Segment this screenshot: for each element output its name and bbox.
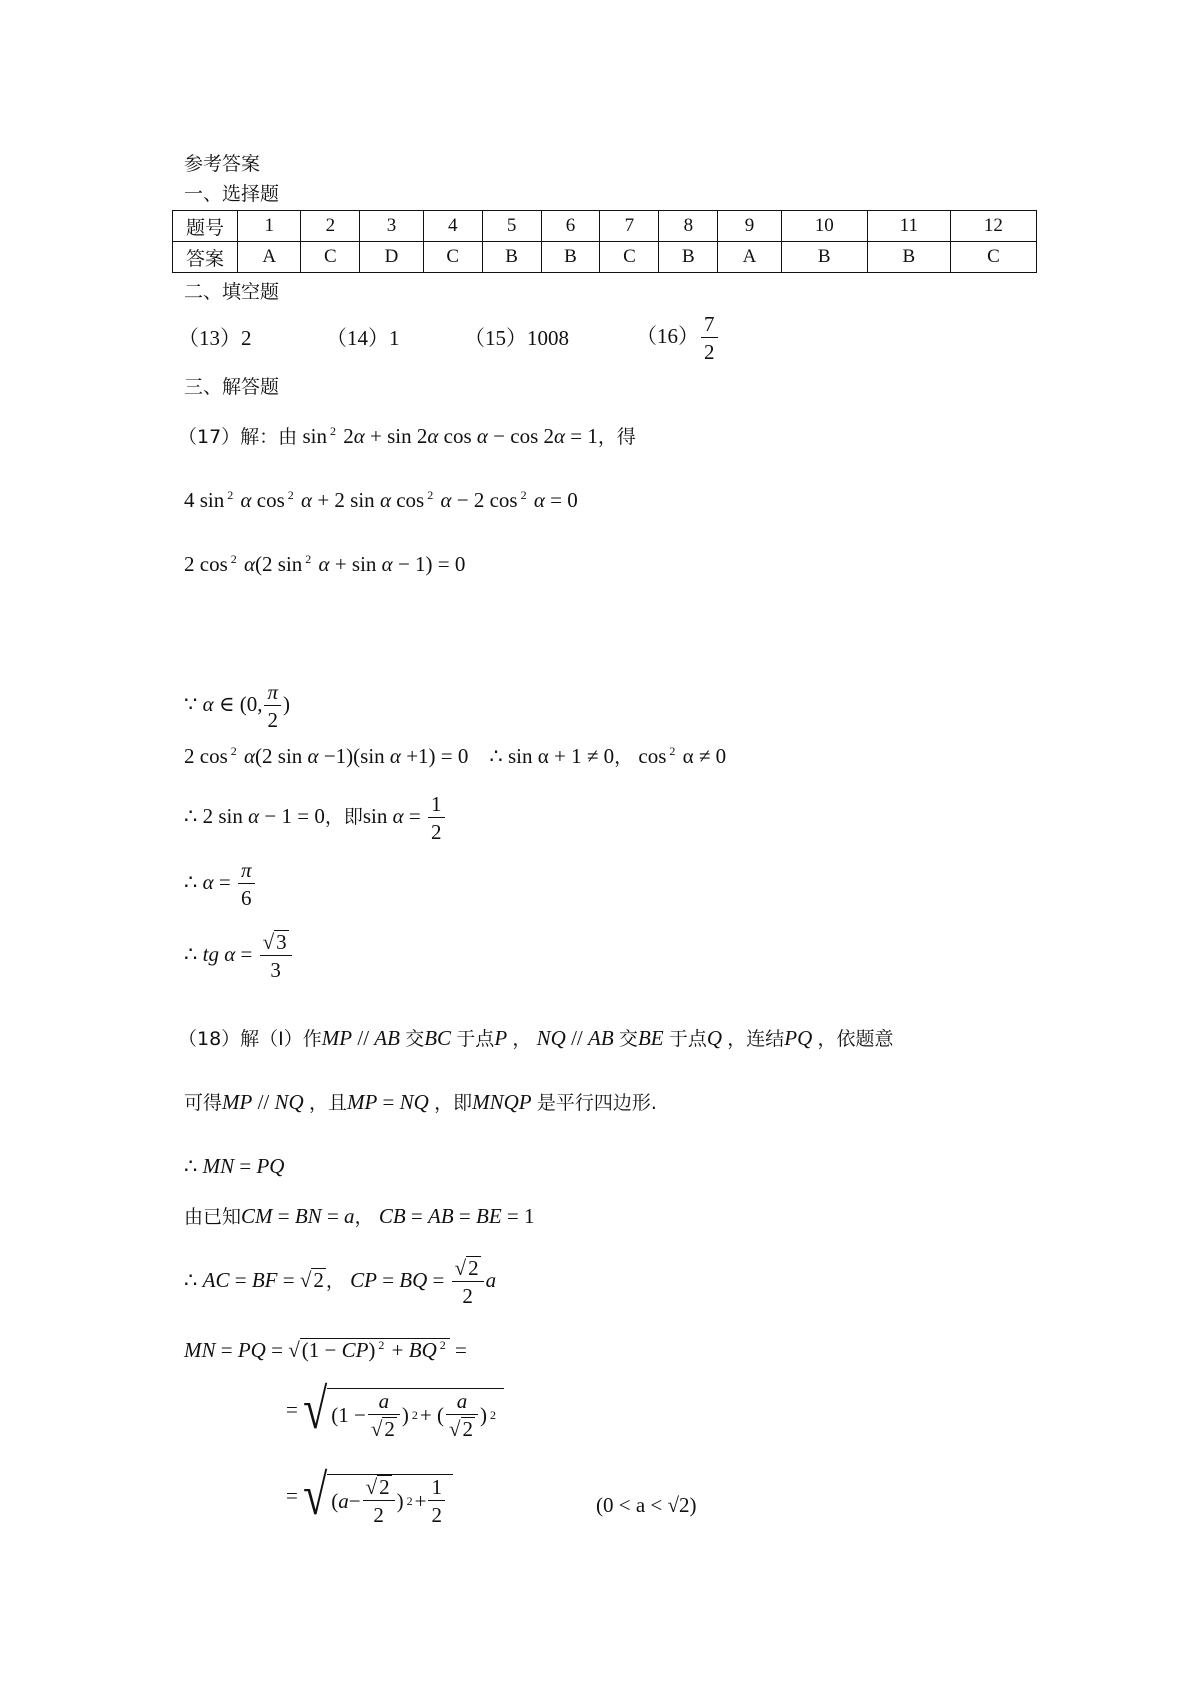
row-label: 题号	[173, 211, 238, 242]
table-cell: 2	[301, 211, 360, 242]
fraction	[701, 312, 718, 364]
table-cell: 3	[360, 211, 423, 242]
p18-line-4: 由已知CM = BN = a， CB = AB = BE = 1	[184, 1204, 535, 1228]
word-parallelogram: 是平行四边形.	[536, 1092, 657, 1114]
table-cell: B	[867, 242, 950, 273]
fraction: $\frac{\pi}{6}$	[238, 858, 255, 910]
therefore-symbol: ∴	[184, 1267, 198, 1292]
word-yudian: 于点	[456, 1028, 495, 1050]
table-cell: 5	[482, 211, 541, 242]
table-cell: 8	[659, 211, 718, 242]
p18-line-6: MN = PQ = √(1 − CP) $^2$ + BQ $^2$ =	[184, 1338, 467, 1362]
fraction: $\frac{√3}{3}$	[260, 930, 292, 982]
word-known: 由已知	[184, 1206, 242, 1228]
p17-cond-2a: cos	[638, 744, 667, 768]
table-cell: C	[950, 242, 1036, 273]
fill-16-label: （16）	[636, 323, 699, 348]
p18-line-5: ∴ AC = BF = √2 ， CP = BQ = $\frac{√2}{2}$ a	[184, 1256, 497, 1308]
table-cell: 7	[600, 211, 659, 242]
p17-cond-1: sin α + 1 ≠ 0	[508, 744, 615, 768]
numerator: 7	[701, 312, 718, 338]
table-row	[173, 211, 1037, 242]
fill-answer-16	[636, 312, 720, 364]
word-qie: ，且	[308, 1092, 347, 1114]
fill-answer-13: （13）2	[178, 326, 252, 350]
p17-ji: ，即	[324, 805, 363, 828]
comma: ，	[614, 746, 634, 768]
solve-heading: 三、解答题	[184, 376, 280, 398]
p18-range: (0 < a < √2)	[596, 1493, 697, 1517]
p17-intro-tail: ，得	[597, 426, 636, 448]
radical: √ (1 − $\frac{a}{√2}$ ) 2 + ( $\frac{a}{√2}$ ) 2	[303, 1382, 504, 1441]
table-cell: B	[541, 242, 600, 273]
p18-intro: （18）解（I）作	[178, 1028, 322, 1050]
comma: ，	[325, 1269, 345, 1292]
table-cell: A	[718, 242, 781, 273]
therefore-symbol: ∴	[489, 744, 503, 768]
table-cell: C	[423, 242, 482, 273]
table-cell: 1	[238, 211, 301, 242]
p17-cond-2b: α ≠ 0	[682, 744, 727, 768]
fraction: $\frac{√2}{2}$	[452, 1256, 484, 1308]
p18-line-8: = √ ( a − $\frac{√2}{2}$ ) 2 + $\frac{1}{2}$	[286, 1468, 453, 1527]
therefore-symbol: ∴	[184, 803, 198, 828]
p17-line-3: 2 cos $^2$ α(2 sin $^2$ α + sin α − 1) = 0	[184, 552, 466, 576]
word-yitiyi: ，依题意	[817, 1028, 894, 1050]
fill-answer-14: （14）1	[326, 326, 400, 350]
table-cell: 9	[718, 211, 781, 242]
table-cell: C	[600, 242, 659, 273]
therefore-symbol: ∴	[184, 869, 198, 894]
comma: ，	[512, 1028, 532, 1050]
table-cell: A	[238, 242, 301, 273]
table-cell: 4	[423, 211, 482, 242]
p18-line-3: ∴ MN = PQ	[184, 1154, 285, 1178]
fill-answer-15: （15）1008	[464, 326, 569, 350]
page-title: 参考答案	[184, 153, 261, 175]
table-cell: 11	[867, 211, 950, 242]
word-yudian: 于点	[668, 1028, 707, 1050]
p17-line-2: 4 sin $^2$ α cos $^2$ α + 2 sin α cos $^2$ α − 2 cos $^2$ α = 0	[184, 488, 578, 512]
table-cell: 6	[541, 211, 600, 242]
p18-line-2: 可得MP // NQ ，且MP = NQ ，即MNQP 是平行四边形.	[184, 1090, 657, 1114]
p17-line-7: ∴ α = $\frac{\pi}{6}$	[184, 858, 257, 910]
p17-line-1: （17）解：由 sin $^2$ 2α + sin 2α cos α − cos 2α = 1，得	[178, 424, 636, 448]
p17-line-8: ∴ tg α = $\frac{√3}{3}$	[184, 930, 294, 982]
p18-line-1: （18）解（I）作MP // AB 交BC 于点P ， NQ // AB 交BE 于点Q ，连结PQ ，依题意	[178, 1026, 894, 1050]
word-jiao: 交	[405, 1028, 425, 1050]
therefore-symbol: ∴	[184, 941, 198, 966]
table-cell: 12	[950, 211, 1036, 242]
fraction: $\frac{\pi}{2}$	[264, 680, 281, 732]
table-cell: 10	[781, 211, 867, 242]
p17-line-6: ∴ 2 sin α − 1 = 0，即sin α = $\frac{1}{2}$	[184, 792, 447, 844]
word-jiao: 交	[618, 1028, 638, 1050]
choice-heading: 一、选择题	[184, 183, 280, 205]
table-cell: B	[659, 242, 718, 273]
p17-intro: （17）解：由	[178, 426, 298, 448]
p17-line-5: 2 cos $^2$ α(2 sin α −1)(sin α +1) = 0 ∴ sin α + 1 ≠ 0， cos $^2$ α ≠ 0	[184, 744, 727, 768]
row-label: 答案	[173, 242, 238, 273]
table-cell: B	[482, 242, 541, 273]
fraction: $\frac{1}{2}$	[428, 792, 445, 844]
fill-heading: 二、填空题	[184, 281, 280, 303]
table-cell: C	[301, 242, 360, 273]
radical: √ ( a − $\frac{√2}{2}$ ) 2 + $\frac{1}{2}$	[303, 1468, 453, 1527]
word-lianjie: ，连结	[727, 1028, 785, 1050]
word-kede: 可得	[184, 1092, 223, 1114]
table-cell: B	[781, 242, 867, 273]
table-cell: D	[360, 242, 423, 273]
table-row	[173, 242, 1037, 273]
answer-table	[172, 210, 1037, 273]
p18-line-7: = √ (1 − $\frac{a}{√2}$ ) 2 + ( $\frac{a}{√2}$ ) 2	[286, 1382, 504, 1441]
comma: ，	[354, 1206, 374, 1228]
p17-line-4: ∵ α ∈ (0, $\frac{\pi}{2}$ )	[184, 680, 290, 732]
word-ji: ，即	[434, 1092, 473, 1114]
therefore-symbol: ∴	[184, 1154, 198, 1178]
denominator: 2	[704, 340, 715, 364]
because-symbol: ∵	[184, 691, 198, 716]
